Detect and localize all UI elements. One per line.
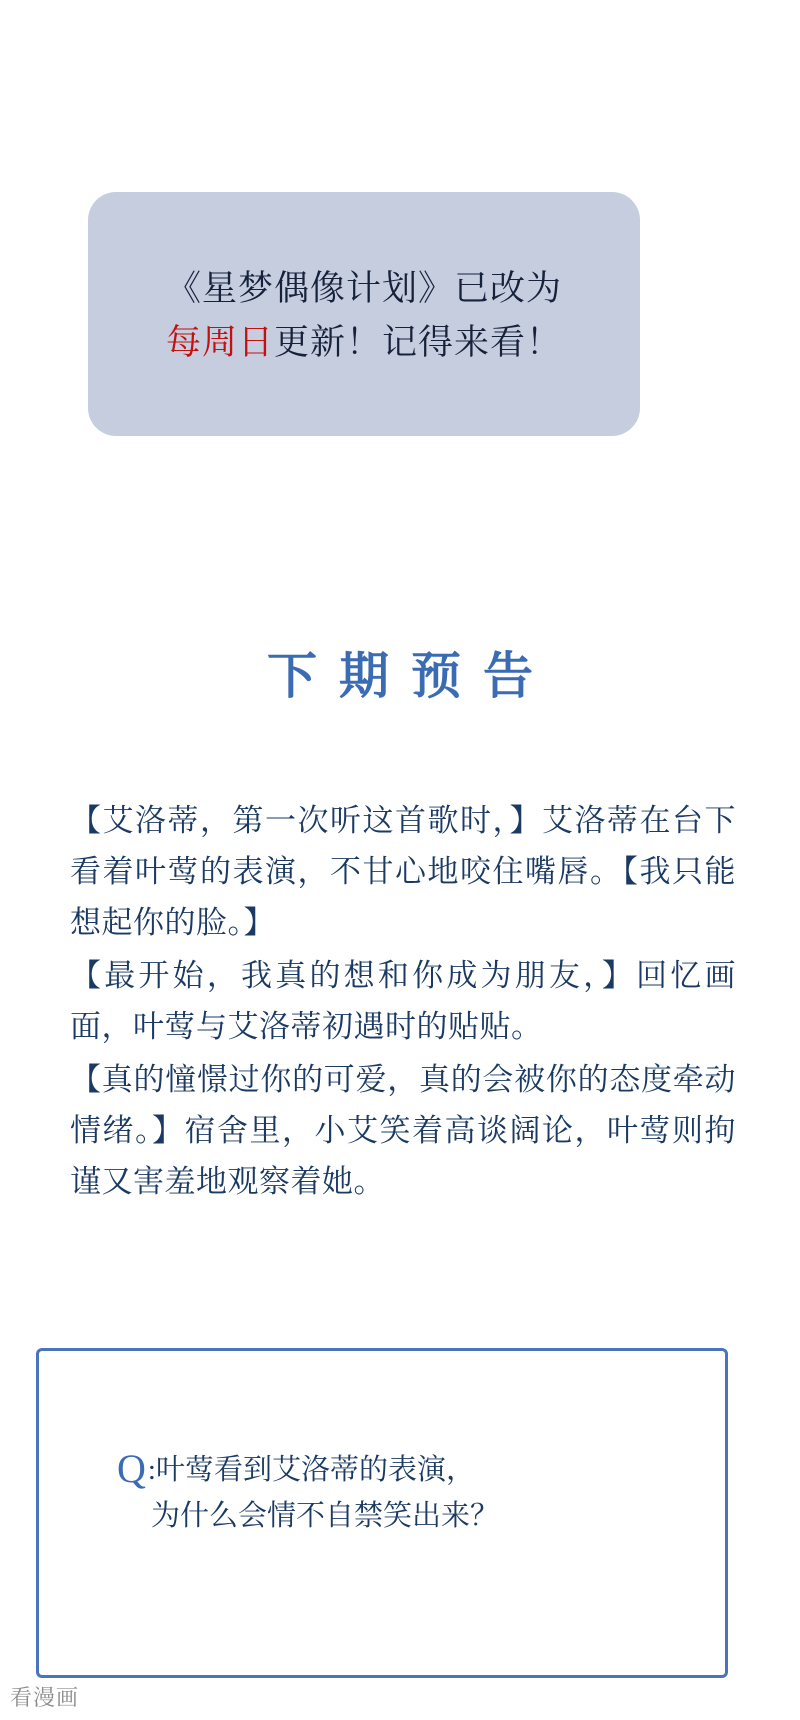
page-title: 下期预告 [267,648,555,704]
question-box [36,1348,728,1678]
notice-line-2 [88,316,640,370]
preview-body [70,795,736,1209]
notice-line-2-rest: 更新！记得来看！ [274,323,563,362]
notice-text-block [88,262,640,370]
preview-paragraph: 【真的憧憬过你的可爱，真的会被你的态度牵动情绪。】宿舍里，小艾笑着高谈阔论，叶莺则拘谨又害羞地观察着她。 [70,1062,736,1199]
question-marker: Q [117,1446,146,1491]
notice-banner [88,192,640,436]
question-content [117,1447,677,1539]
watermark: 看漫画 [10,1685,80,1710]
question-line-2: 为什么会情不自禁笑出来？ [151,1500,500,1532]
question-line-1: :叶莺看到艾洛蒂的表演， [147,1454,475,1486]
notice-line-1: 《星梦偶像计划》已改为 [165,269,562,308]
preview-paragraph: 【最开始，我真的想和你成为朋友，】回忆画面，叶莺与艾洛蒂初遇时的贴贴。 [70,958,736,1044]
preview-paragraph: 【艾洛蒂，第一次听这首歌时，】艾洛蒂在台下看着叶莺的表演，不甘心地咬住嘴唇。【我只能想起你的脸。】 [70,803,736,940]
question-text [117,1447,677,1539]
notice-highlight: 每周日 [165,323,274,362]
